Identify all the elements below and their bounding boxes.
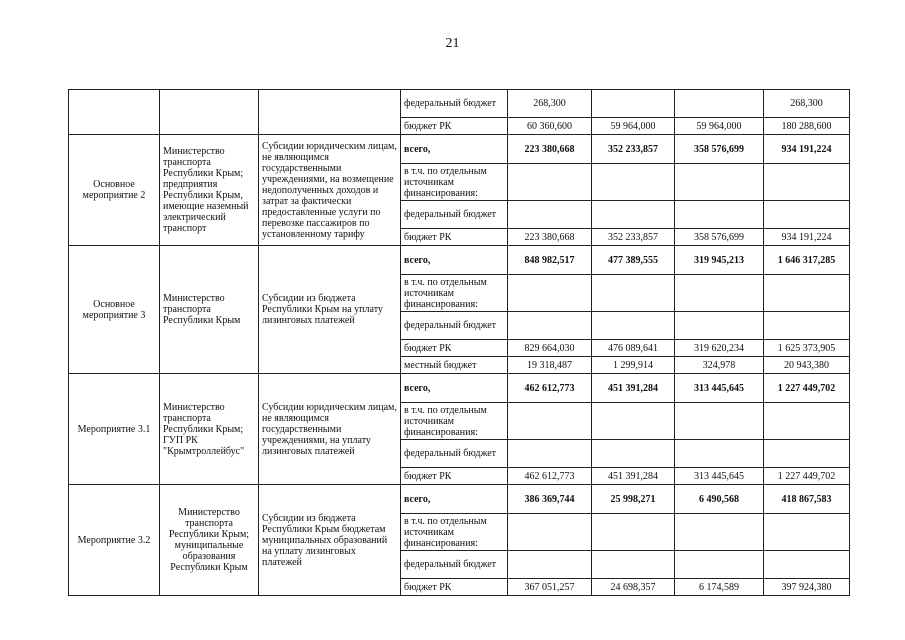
value-cell <box>764 201 850 229</box>
value-cell: 476 089,641 <box>592 340 675 357</box>
value-cell: 268,300 <box>508 90 592 118</box>
value-cell <box>508 514 592 551</box>
value-cell <box>675 514 764 551</box>
source-cell: всего, <box>401 135 508 164</box>
value-cell: 934 191,224 <box>764 229 850 246</box>
value-cell: 24 698,357 <box>592 579 675 596</box>
value-cell <box>592 551 675 579</box>
value-cell <box>592 440 675 468</box>
executor-cell: Министерство транспорта Республики Крым; ГУП РК "Крымтроллейбус" <box>160 374 259 485</box>
value-cell: 223 380,668 <box>508 135 592 164</box>
value-cell <box>675 403 764 440</box>
value-cell: 180 288,600 <box>764 118 850 135</box>
value-cell <box>592 164 675 201</box>
value-cell: 6 490,568 <box>675 485 764 514</box>
value-cell: 59 964,000 <box>592 118 675 135</box>
source-cell: бюджет РК <box>401 229 508 246</box>
value-cell: 25 998,271 <box>592 485 675 514</box>
source-cell: бюджет РК <box>401 340 508 357</box>
value-cell: 386 369,744 <box>508 485 592 514</box>
value-cell: 352 233,857 <box>592 135 675 164</box>
source-cell: всего, <box>401 374 508 403</box>
source-cell: федеральный бюджет <box>401 90 508 118</box>
value-cell: 1 227 449,702 <box>764 468 850 485</box>
description-cell: Субсидии из бюджета Республики Крым бюджетам муниципальных образований на уплату лизинговых платежей <box>259 485 401 596</box>
description-cell: Субсидии юридическим лицам, не являющимся государственными учреждениями, на возмещение недополученных доходов и затрат за фактически предоставленные услуги по перевозке пассажиров по установленному тарифу <box>259 135 401 246</box>
value-cell: 451 391,284 <box>592 374 675 403</box>
measure-name: Мероприятие 3.2 <box>69 485 160 596</box>
table-row <box>69 246 850 275</box>
value-cell <box>675 90 764 118</box>
source-cell: федеральный бюджет <box>401 440 508 468</box>
value-cell <box>508 551 592 579</box>
value-cell: 451 391,284 <box>592 468 675 485</box>
source-cell: в т.ч. по отдельным источникам финансирования: <box>401 164 508 201</box>
description-cell <box>259 90 401 135</box>
source-cell: бюджет РК <box>401 579 508 596</box>
value-cell <box>675 164 764 201</box>
source-cell: федеральный бюджет <box>401 551 508 579</box>
value-cell: 60 360,600 <box>508 118 592 135</box>
value-cell <box>592 312 675 340</box>
source-cell: в т.ч. по отдельным источникам финансирования: <box>401 275 508 312</box>
value-cell: 324,978 <box>675 357 764 374</box>
table-row <box>69 90 850 118</box>
value-cell <box>764 551 850 579</box>
value-cell: 1 299,914 <box>592 357 675 374</box>
value-cell <box>764 403 850 440</box>
value-cell: 358 576,699 <box>675 135 764 164</box>
value-cell: 319 945,213 <box>675 246 764 275</box>
value-cell <box>592 403 675 440</box>
value-cell <box>675 440 764 468</box>
value-cell <box>592 90 675 118</box>
value-cell: 352 233,857 <box>592 229 675 246</box>
value-cell <box>508 312 592 340</box>
source-cell: бюджет РК <box>401 118 508 135</box>
value-cell <box>592 514 675 551</box>
value-cell <box>675 201 764 229</box>
value-cell: 6 174,589 <box>675 579 764 596</box>
value-cell <box>675 312 764 340</box>
measure-name: Мероприятие 3.1 <box>69 374 160 485</box>
description-cell: Субсидии юридическим лицам, не являющимся государственными учреждениями, на уплату лизинговых платежей <box>259 374 401 485</box>
table-row <box>69 135 850 164</box>
value-cell: 1 625 373,905 <box>764 340 850 357</box>
source-cell: всего, <box>401 485 508 514</box>
value-cell <box>508 164 592 201</box>
value-cell: 1 227 449,702 <box>764 374 850 403</box>
value-cell: 829 664,030 <box>508 340 592 357</box>
value-cell: 462 612,773 <box>508 374 592 403</box>
value-cell: 268,300 <box>764 90 850 118</box>
value-cell: 462 612,773 <box>508 468 592 485</box>
source-cell: в т.ч. по отдельным источникам финансирования: <box>401 514 508 551</box>
value-cell: 19 318,487 <box>508 357 592 374</box>
source-cell: федеральный бюджет <box>401 312 508 340</box>
measure-name: Основное мероприятие 2 <box>69 135 160 246</box>
source-cell: местный бюджет <box>401 357 508 374</box>
page-number: 21 <box>445 36 460 51</box>
value-cell <box>675 275 764 312</box>
value-cell: 848 982,517 <box>508 246 592 275</box>
value-cell: 358 576,699 <box>675 229 764 246</box>
value-cell <box>764 514 850 551</box>
value-cell: 397 924,380 <box>764 579 850 596</box>
value-cell <box>764 164 850 201</box>
description-cell: Субсидии из бюджета Республики Крым на уплату лизинговых платежей <box>259 246 401 374</box>
value-cell: 59 964,000 <box>675 118 764 135</box>
measure-cell <box>69 90 160 135</box>
value-cell <box>508 275 592 312</box>
value-cell: 934 191,224 <box>764 135 850 164</box>
source-cell: бюджет РК <box>401 468 508 485</box>
value-cell <box>764 440 850 468</box>
value-cell <box>508 201 592 229</box>
source-cell: федеральный бюджет <box>401 201 508 229</box>
value-cell: 477 389,555 <box>592 246 675 275</box>
table-row <box>69 374 850 403</box>
value-cell <box>508 403 592 440</box>
executor-cell <box>160 90 259 135</box>
value-cell <box>592 201 675 229</box>
source-cell: всего, <box>401 246 508 275</box>
value-cell: 1 646 317,285 <box>764 246 850 275</box>
value-cell: 223 380,668 <box>508 229 592 246</box>
funding-table <box>68 89 850 596</box>
measure-name: Основное мероприятие 3 <box>69 246 160 374</box>
value-cell <box>764 275 850 312</box>
value-cell: 418 867,583 <box>764 485 850 514</box>
value-cell: 313 445,645 <box>675 468 764 485</box>
value-cell <box>675 551 764 579</box>
table-row <box>69 485 850 514</box>
value-cell: 319 620,234 <box>675 340 764 357</box>
executor-cell: Министерство транспорта Республики Крым <box>160 246 259 374</box>
source-cell: в т.ч. по отдельным источникам финансирования: <box>401 403 508 440</box>
value-cell: 367 051,257 <box>508 579 592 596</box>
value-cell: 313 445,645 <box>675 374 764 403</box>
value-cell: 20 943,380 <box>764 357 850 374</box>
executor-cell: Министерство транспорта Республики Крым; муниципальные образования Республики Крым <box>160 485 259 596</box>
executor-cell: Министерство транспорта Республики Крым; предприятия Республики Крым, имеющие наземный электрический транспорт <box>160 135 259 246</box>
value-cell <box>592 275 675 312</box>
value-cell <box>508 440 592 468</box>
value-cell <box>764 312 850 340</box>
